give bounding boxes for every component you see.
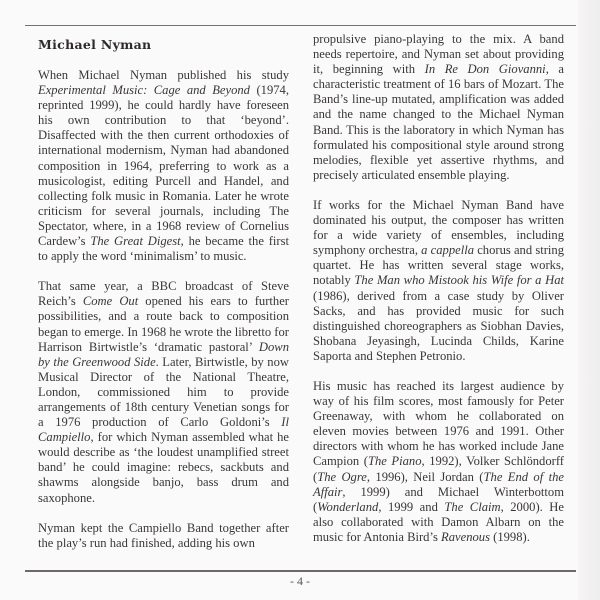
paragraph: propulsive piano-playing to the mix. A band needs repertoire, and Nyman set about providing it, beginning with In Re Don Giovanni, a characteristic treatment of 16 bars of Mozart. The Band’s line-up mutated, amplification was added and the name changed to the Michael Nyman Band. This is the laboratory in which Nyman has formulated his compositional style around strong melodies, flexible yet assertive rhythms, and precisely articulated ensemble playing. [313,32,564,182]
italic-title: The Piano [367,454,422,469]
page-number: - 4 - [290,574,310,588]
article-heading: Michael Nyman [38,37,152,52]
paragraph: Nyman kept the Campiello Band together after the play’s run had finished, adding his own [38,520,289,550]
left-column [38,32,289,566]
italic-title: Ravenous [441,529,490,544]
italic-title: Come Out [82,294,139,309]
italic-title: The Man who Mistook his Wife for a Hat [354,273,564,288]
paragraph: If works for the Michael Nyman Band have dominated his output, the composer has written for a wide variety of ensembles, including symphony orchestra, a cappella chorus and string quartet. He has written several stage works, notably The Man who Mistook his Wife for a Hat (1986), derived from a case study by Oliver Sacks, and has provided music for such distinguished choreographers as Siobhan Davies, Shobana Jeyasingh, Lucinda Childs, Karine Saporta and Stephen Petronio. [313,197,565,363]
italic-title: a cappella [421,243,475,258]
paragraph: His music has reached its largest audience by way of his film scores, most famously for Peter Greenaway, with whom he collaborated on eleven movies between 1976 and 1991. Other directors with whom he has worked include Jane Campion (The Piano, 1992), Volker Schlöndorff (The Ogre, 1996), Neil Jordan (The End of the Affair, 1999) and Michael Winterbottom (Wonderland, 1999 and The Claim, 2000). He also collaborated with Damon Albarn on the music for Antonia Bird’s Ravenous (1998). [313,378,564,544]
italic-title: Down by the Greenwood Side [38,339,289,369]
paragraph: That same year, a BBC broadcast of Steve Reich’s Come Out opened his ears to further possibilities, and a route back to composition began to emerge. In 1968 he wrote the libretto for Harrison Birtwistle’s ‘dramatic pastoral’ Down by the Greenwood Side. Later, Birtwistle, by now Musical Director of the National Theatre, London, commissioned him to provide arrangements of 18th century Venetian songs for a 1976 production of Carlo Goldoni’s Il Campiello, for which Nyman assembled what he would describe as ‘the loudest unamplified street band’ he could imagine: rebecs, sackbuts and shawms alongside banjo, bass drum and saxophone. [38,279,290,505]
italic-title: The Claim [444,499,501,514]
italic-title: The Great Digest [90,234,181,249]
page-edge-shadow [578,0,600,600]
italic-title: Wonderland [317,499,379,514]
italic-title: Experimental Music: Cage and Beyond [38,83,250,98]
italic-title: The Ogre [317,469,367,484]
top-rule [25,25,576,26]
italic-title: In Re Don Giovanni [424,62,546,77]
right-column [313,32,564,560]
italic-title: The End of the Affair [313,469,564,499]
italic-title: Il Campiello [38,415,289,445]
paragraph: When Michael Nyman published his study Experimental Music: Cage and Beyond (1974, reprinted 1999), he could hardly have foreseen his own contribution to that ‘beyond’. Disaffected with the then current orthodoxies of international modernism, Nyman had abandoned composition in 1964, preferring to work as a musicologist, editing Purcell and Handel, and collecting folk music in Romania. Later he wrote criticism for several journals, including The Spectator, where, in a 1968 review of Cornelius Cardew’s The Great Digest, he became the first to apply the word ‘minimalism’ to music. [38,68,289,264]
bottom-rule [25,570,576,572]
